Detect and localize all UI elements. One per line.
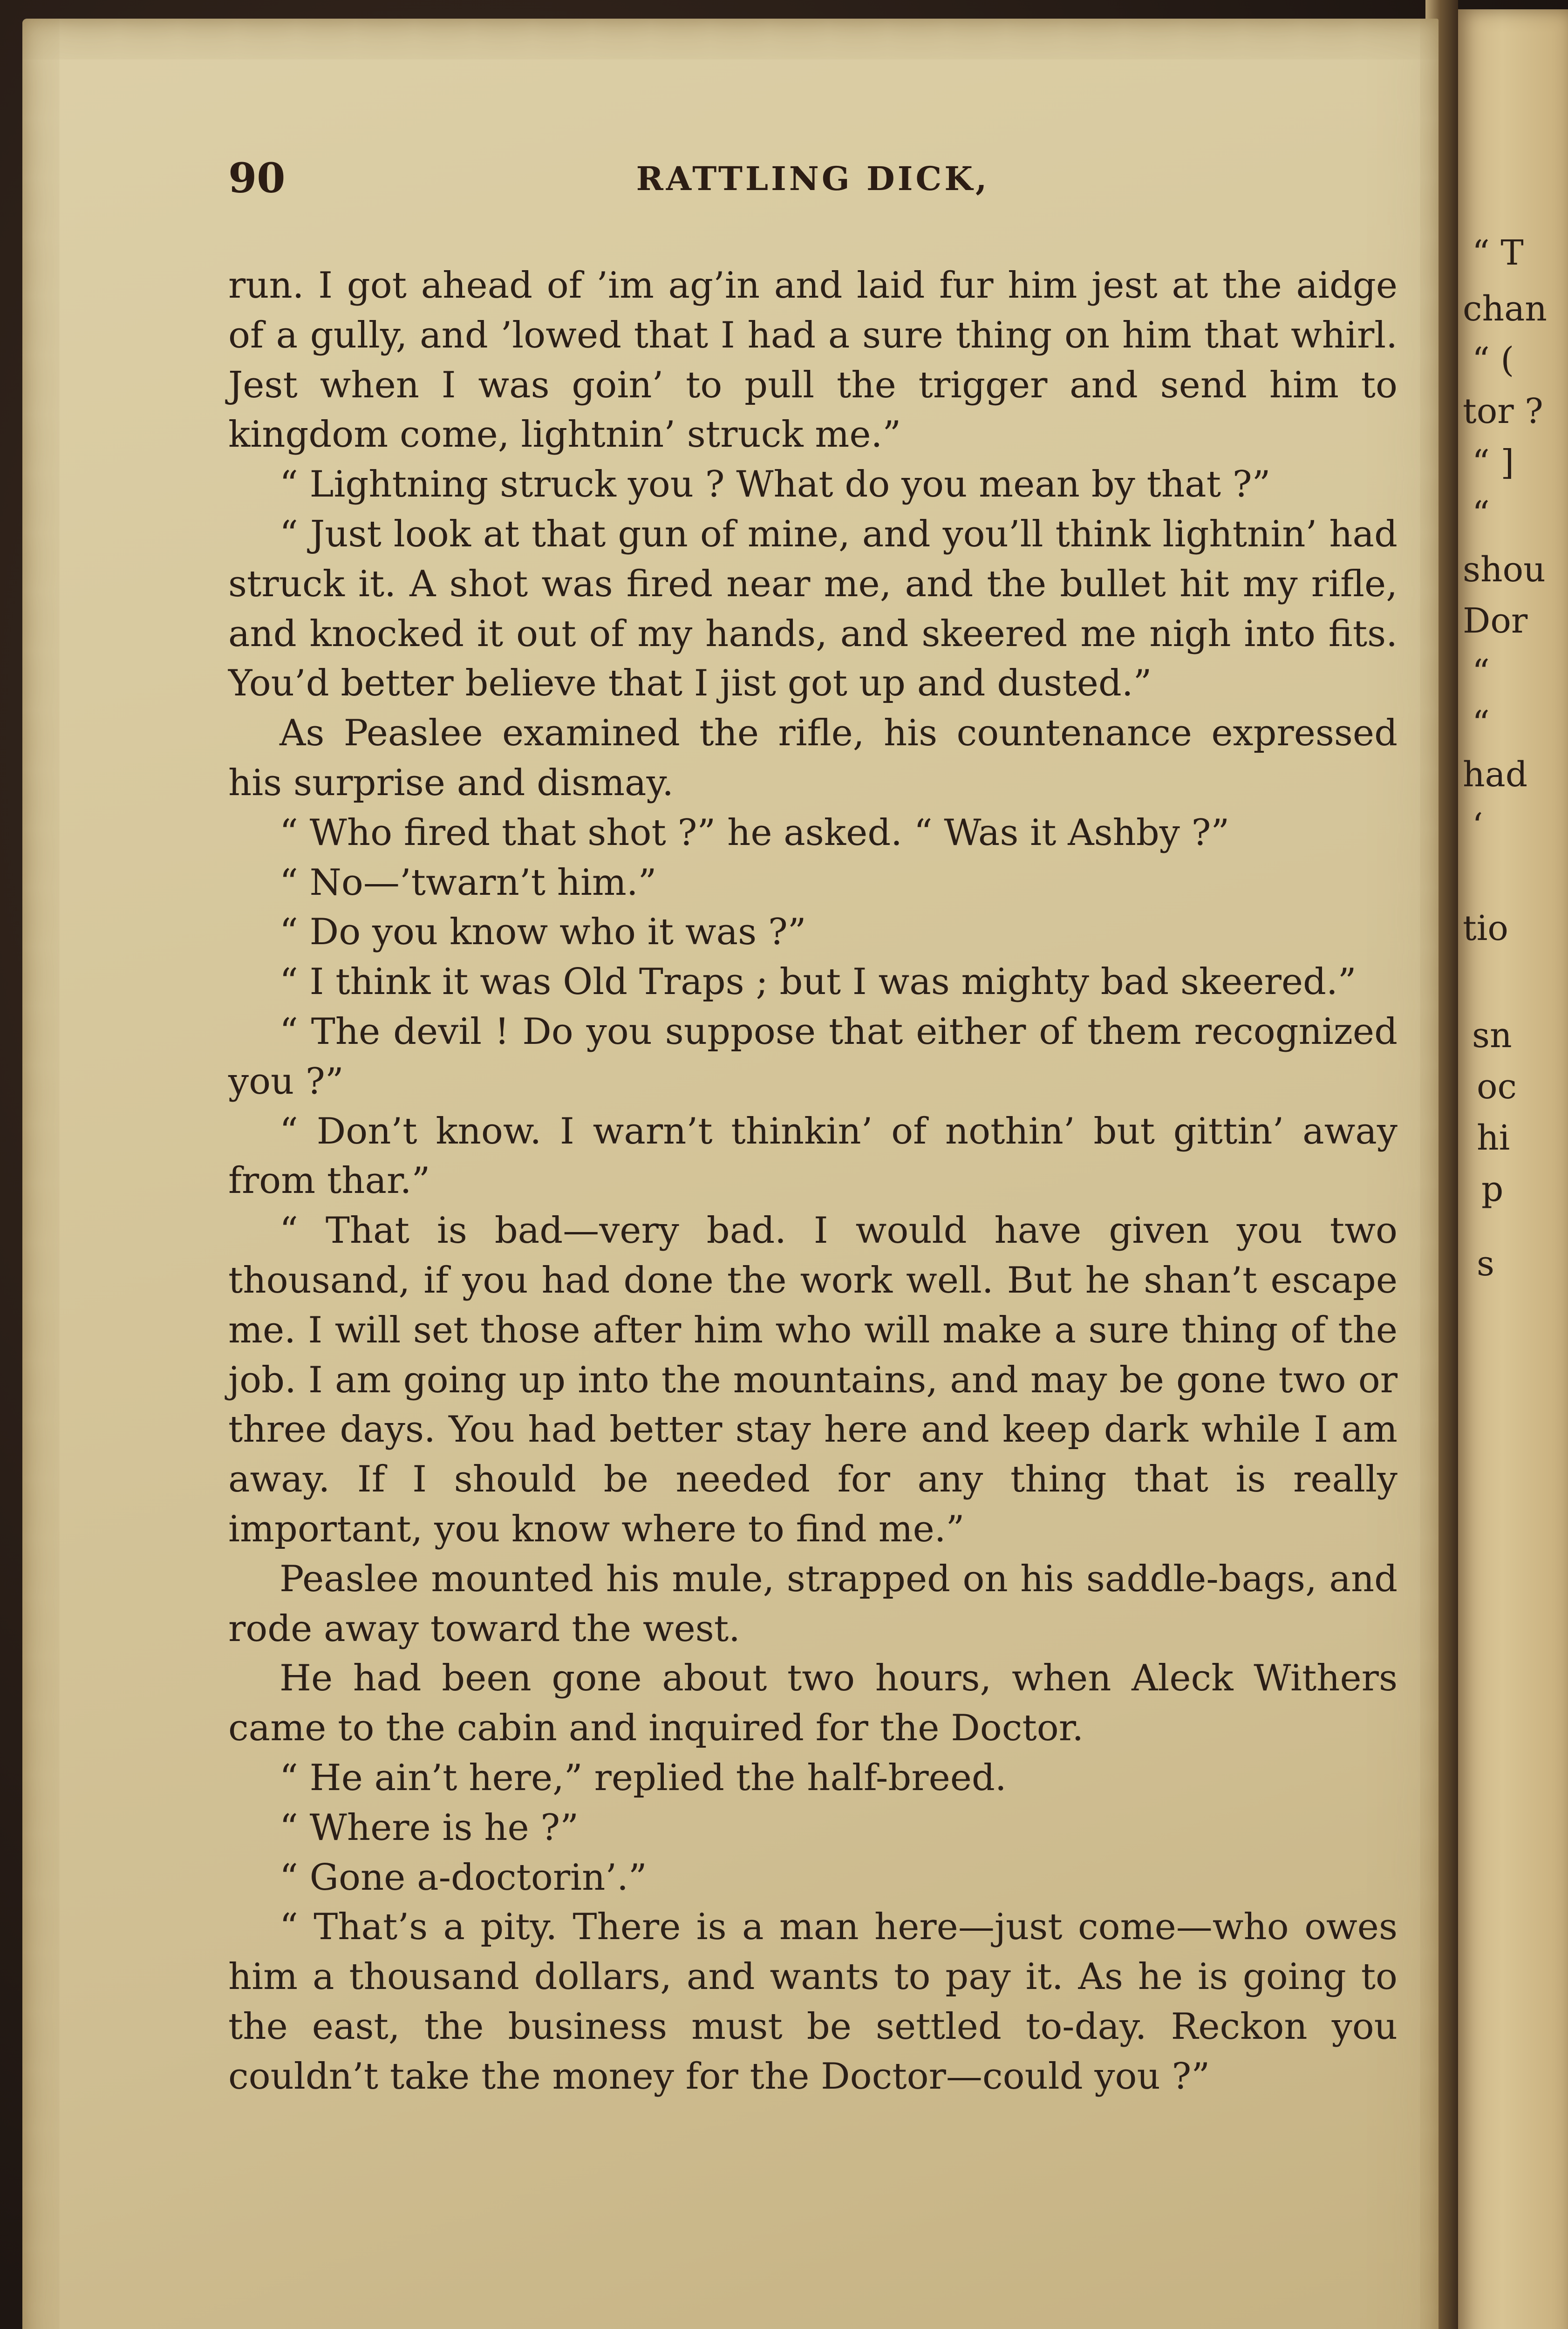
paragraph: “ Who fired that shot ?” he asked. “ Was it Ashby ?”: [280, 811, 1230, 854]
facing-line: chan: [1463, 289, 1547, 329]
body-text: [228, 261, 1398, 2101]
paragraph: “ I think it was Old Traps ; but I was mighty bad skeered.”: [280, 961, 1357, 1003]
paragraph: He had been gone about two hours, when Aleck Withers came to the cabin and inquired for the Doctor.: [228, 1657, 1398, 1750]
paragraph: “ Don’t know. I warn’t thinkin’ of nothin’ but gittin’ away from thar.”: [228, 1110, 1398, 1202]
facing-page: [1458, 9, 1568, 2329]
paragraph: “ Where is he ?”: [280, 1806, 579, 1849]
facing-line: tor ?: [1463, 391, 1543, 431]
facing-line: ‘: [1472, 806, 1483, 846]
facing-line: “: [1472, 494, 1490, 534]
facing-line: “ T: [1472, 233, 1524, 273]
paragraph: “ That is bad—very bad. I would have given you two thousand, if you had done the work well. But he shan’t escape me. I will set those after him who will make a sure thing of the job. I am going up into the mountains, and may be gone two or three days. You had better stay here and keep dark while I am away. If I should be needed for any thing that is really important, you know where to find me.”: [228, 1210, 1398, 1550]
paragraph: “ Gone a-doctorin’.”: [280, 1856, 647, 1899]
page-number: 90: [228, 154, 286, 202]
facing-line: tio: [1463, 908, 1508, 948]
facing-line: oc: [1477, 1067, 1517, 1107]
facing-line: had: [1463, 755, 1528, 795]
paragraph: “ Lightning struck you ? What do you mean by that ?”: [280, 463, 1271, 506]
paragraph: “ Just look at that gun of mine, and you’ll think lightnin’ had struck it. A shot was fired near me, and the bullet hit my rifle, and knocked it out of my hands, and skeered me nigh into fits. You’d better believe that I jist got up and dusted.”: [228, 513, 1398, 705]
paragraph: “ He ain’t here,” replied the half-breed.: [280, 1757, 1007, 1799]
paragraph: “ Do you know who it was ?”: [280, 911, 806, 953]
paragraph: “ That’s a pity. There is a man here—just come—who owes him a thousand dollars, and wants to pay it. As he is going to the east, the business must be settled to-day. Reckon you couldn’t take the money for the Doctor—could you ?”: [228, 1906, 1398, 2097]
facing-line: “: [1472, 703, 1490, 743]
facing-line: “ (: [1472, 340, 1514, 380]
page-header: [228, 154, 1398, 205]
paragraph: “ No—’twarn’t him.”: [280, 861, 657, 904]
facing-line: Dor: [1463, 601, 1528, 641]
facing-line: sn: [1472, 1015, 1512, 1056]
paragraph: “ The devil ! Do you suppose that either of them recognized you ?”: [228, 1010, 1398, 1103]
facing-line: hi: [1477, 1118, 1510, 1158]
facing-line: p: [1481, 1169, 1504, 1209]
running-head: RATTLING DICK,: [636, 159, 990, 198]
facing-line: “: [1472, 652, 1490, 692]
facing-line: shou: [1463, 550, 1546, 590]
facing-line: “ ]: [1472, 443, 1514, 483]
paragraph: As Peaslee examined the rifle, his countenance expressed his surprise and dismay.: [228, 712, 1398, 804]
facing-line: s: [1477, 1244, 1494, 1284]
paragraph: Peaslee mounted his mule, strapped on his saddle-bags, and rode away toward the west.: [228, 1558, 1398, 1650]
paragraph: run. I got ahead of ’im ag’in and laid fur him jest at the aidge of a gully, and ’lowed that I had a sure thing on him that whirl. Jest when I was goin’ to pull the trigger and send him to kingdom come, lightnin’ struck me.”: [228, 265, 1398, 456]
